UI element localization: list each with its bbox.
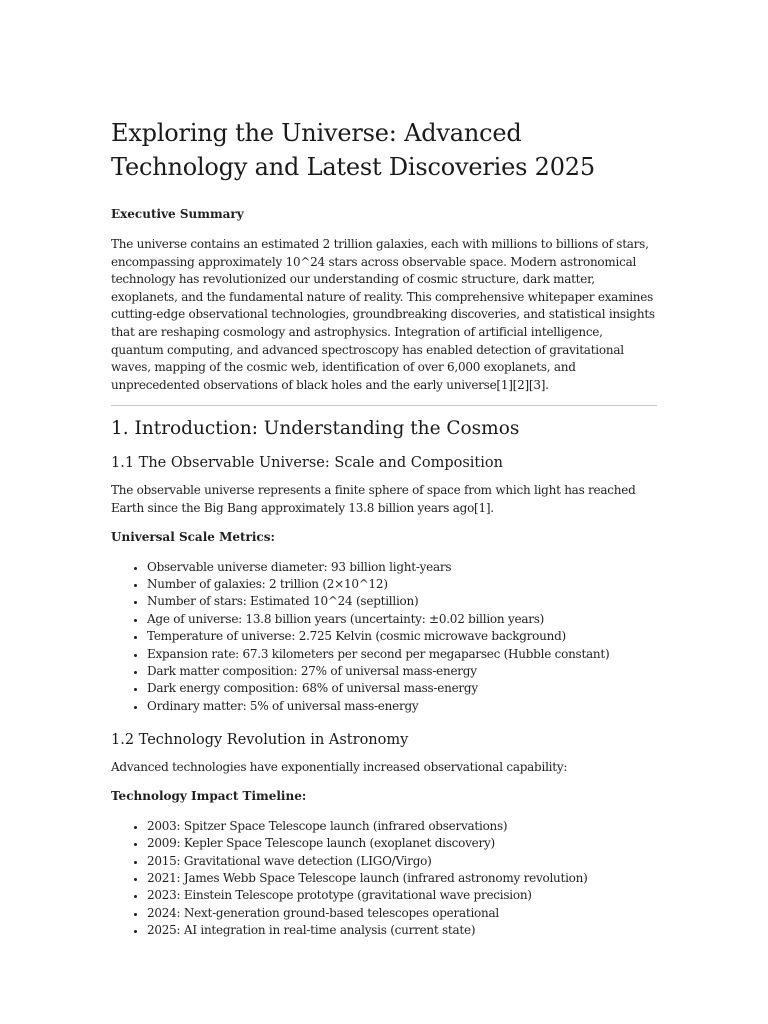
- page-title: Exploring the Universe: Advanced Technology and Latest Discoveries 2025: [111, 119, 595, 181]
- list-item: • Number of galaxies: 2 trillion (2×10^12): [147, 576, 657, 593]
- universal-scale-metrics-label: Universal Scale Metrics:: [111, 529, 275, 544]
- list-item: • 2003: Spitzer Space Telescope launch (infrared observations): [147, 818, 657, 835]
- subsection-1-1-heading: 1.1 The Observable Universe: Scale and Composition: [111, 455, 503, 472]
- section-divider: [111, 405, 657, 406]
- list-item: • Observable universe diameter: 93 billion light-years: [147, 559, 657, 576]
- document-page: [111, 116, 657, 955]
- executive-summary-body: The universe contains an estimated 2 trillion galaxies, each with millions to billions of stars, encompassing approximately 10^24 stars across observable space. Modern astronomical technology has revolutionized our understanding of cosmic structure, dark matter, exoplanets, and the fundamental nature of reality. This comprehensive whitepaper examines cutting-edge observational technologies, groundbreaking discoveries, and statistical insights that are reshaping cosmology and astrophysics. Integration of artificial intelligence, quantum computing, and advanced spectroscopy has enabled detection of gravitational waves, mapping of the cosmic web, identification of over 6,000 exoplanets, and unprecedented observations of black holes and the early universe[1][2][3].: [111, 237, 655, 392]
- technology-impact-timeline-list: [111, 818, 657, 940]
- section-1-heading: 1. Introduction: Understanding the Cosmos: [111, 418, 520, 440]
- list-item: • 2015: Gravitational wave detection (LIGO/Virgo): [147, 853, 657, 870]
- list-item: • 2009: Kepler Space Telescope launch (exoplanet discovery): [147, 835, 657, 852]
- subsection-1-2-intro: Advanced technologies have exponentially increased observational capability:: [111, 760, 568, 775]
- list-item: • Age of universe: 13.8 billion years (uncertainty: ±0.02 billion years): [147, 611, 657, 628]
- list-item: • Expansion rate: 67.3 kilometers per second per megaparsec (Hubble constant): [147, 646, 657, 663]
- list-item: • Dark energy composition: 68% of universal mass-energy: [147, 680, 657, 697]
- list-item: • 2025: AI integration in real-time analysis (current state): [147, 922, 657, 939]
- list-item: • Temperature of universe: 2.725 Kelvin (cosmic microwave background): [147, 628, 657, 645]
- executive-summary-heading: Executive Summary: [111, 207, 244, 221]
- list-item: • Ordinary matter: 5% of universal mass-energy: [147, 698, 657, 715]
- subsection-1-1-intro: The observable universe represents a finite sphere of space from which light has reached Earth since the Big Bang approximately 13.8 billion years ago[1].: [111, 483, 636, 515]
- list-item: • 2023: Einstein Telescope prototype (gravitational wave precision): [147, 887, 657, 904]
- subsection-1-2-heading: 1.2 Technology Revolution in Astronomy: [111, 732, 409, 749]
- list-item: • Dark matter composition: 27% of universal mass-energy: [147, 663, 657, 680]
- technology-impact-timeline-label: Technology Impact Timeline:: [111, 788, 307, 803]
- list-item: • 2021: James Webb Space Telescope launch (infrared astronomy revolution): [147, 870, 657, 887]
- list-item: • 2024: Next-generation ground-based telescopes operational: [147, 905, 657, 922]
- universal-scale-metrics-list: [111, 559, 657, 716]
- list-item: • Number of stars: Estimated 10^24 (septillion): [147, 593, 657, 610]
